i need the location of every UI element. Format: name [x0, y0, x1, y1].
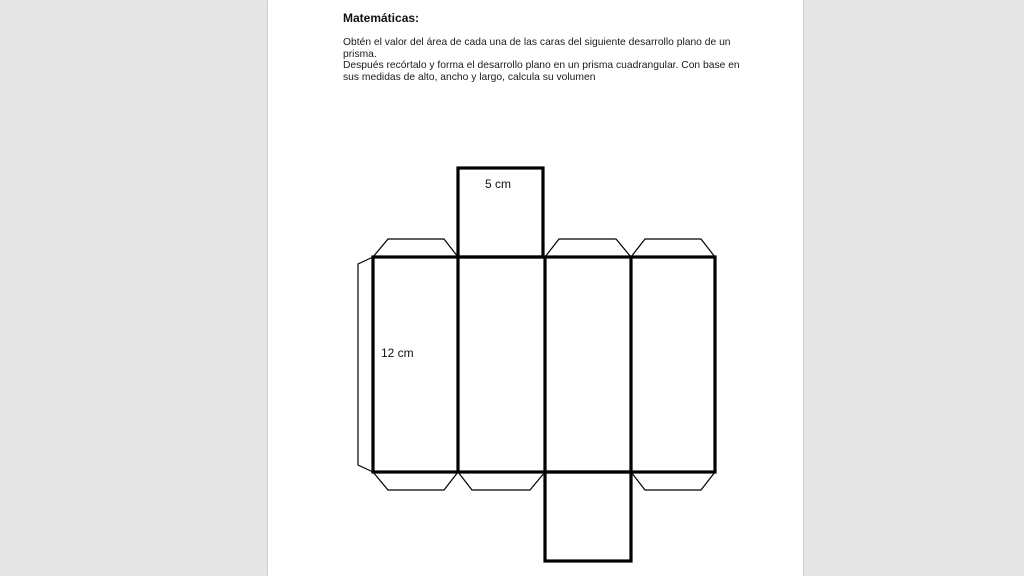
instruction-line-2: Después recórtalo y forma el desarrollo plano en un prisma cuadrangular. Con base en sus medidas de alto, ancho y largo, calcula su volumen	[343, 60, 740, 83]
glue-tab-bottom-3	[631, 472, 715, 490]
net-bottom-face	[545, 472, 631, 561]
document-page	[268, 0, 803, 576]
instruction-line-1: Obtén el valor del área de cada una de las caras del siguiente desarrollo plano de un prisma.	[343, 37, 731, 60]
prism-net-figure	[268, 0, 803, 576]
top-face-label: 5 cm	[485, 177, 512, 191]
glue-tab-top-1	[373, 239, 458, 257]
page-title: Matemáticas:	[343, 11, 420, 25]
glue-tab-top-2	[545, 239, 631, 257]
glue-tab-side	[358, 257, 373, 472]
glue-tab-bottom-1	[373, 472, 458, 490]
glue-tab-top-3	[631, 239, 715, 257]
glue-tab-bottom-2	[458, 472, 545, 490]
height-label: 12 cm	[381, 346, 414, 360]
